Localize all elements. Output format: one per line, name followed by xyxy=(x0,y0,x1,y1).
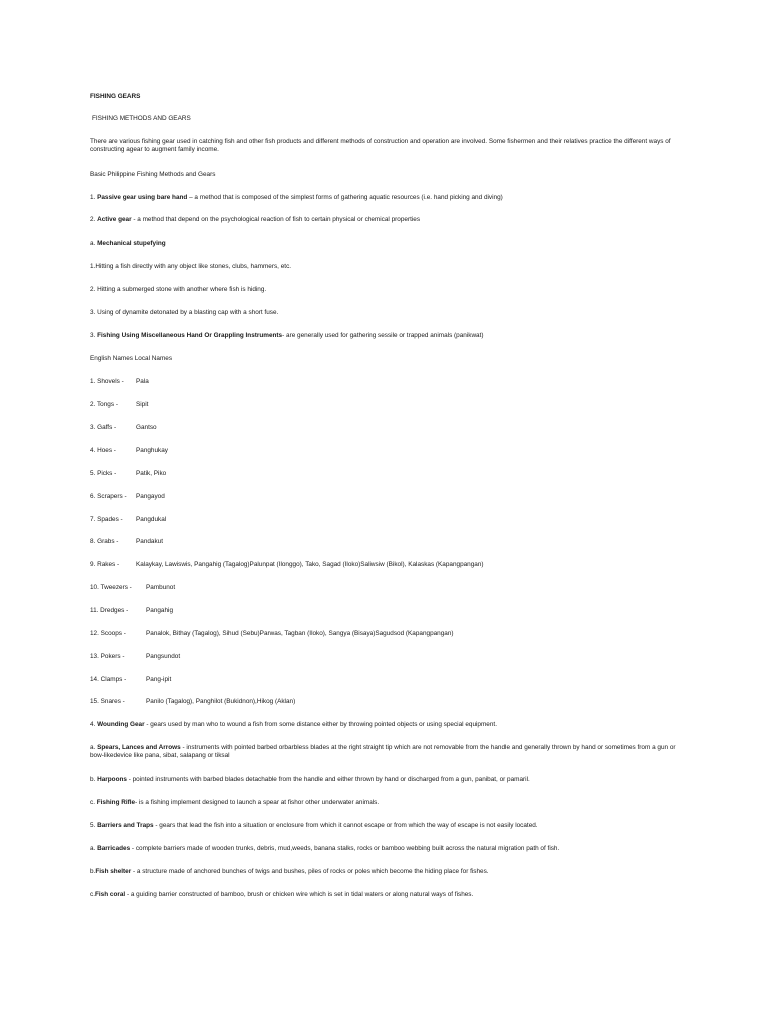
section-1: 1. Passive gear using bare hand – a method that is composed of the simplest forms of gathering aquatic resources (i.e. hand picking and diving) xyxy=(90,194,503,201)
intro-paragraph: There are various fishing gear used in catching fish and other fish products and different methods of construction and operation are involved. Some fishermen and their relatives practice the different ways of constructing agear to augment family income. xyxy=(90,138,671,153)
section-4b: b. Harpoons - pointed instruments with barbed blades detachable from the handle and either thrown by hand or discharged from a gun, panibat, or pamaril. xyxy=(90,776,530,783)
method-1: 1.Hitting a fish directly with any object like stones, clubs, hammers, etc. xyxy=(90,263,292,270)
list-item: 15. Snares - Panilo (Tagalog), Panghilot (Bukidnon),Hikog (Aklan) xyxy=(90,698,296,705)
list-item: 7. Spades - Pangdukal xyxy=(90,516,167,523)
list-item: 10. Tweezers - Pambunot xyxy=(90,584,176,591)
list-item: 8. Grabs - Pandakut xyxy=(90,538,164,545)
doc-subtitle: FISHING METHODS AND GEARS xyxy=(92,115,191,122)
section-5a: a. Barricades - complete barriers made of wooden trunks, debris, mud,weeds, banana stalks, rocks or bamboo webbing built across the natural migration path of fish. xyxy=(90,845,560,852)
section-2a: a. Mechanical stupefying xyxy=(90,240,166,247)
list-item: 13. Pokers - Pangsundot xyxy=(90,653,181,660)
method-3: 3. Using of dynamite detonated by a blasting cap with a short fuse. xyxy=(90,309,279,316)
list-item: 11. Dredges - Pangahig xyxy=(90,607,174,614)
list-item: 3. Gaffs - Gantso xyxy=(90,424,157,431)
names-header: English Names Local Names xyxy=(90,355,173,362)
section-3: 3. Fishing Using Miscellaneous Hand Or Grappling Instruments- are generally used for gathering sessile or trapped animals (panikwat) xyxy=(90,332,484,339)
section-5: 5. Barriers and Traps - gears that lead the fish into a situation or enclosure from which it cannot escape or from which the way of escape is not easily located. xyxy=(90,822,538,829)
list-item: 9. Rakes - Kalaykay, Lawiswis, Pangahig (Tagalog)Palunpat (Ilonggo), Tako, Sagad (Iloko)Saliwsiw (Bikol), Kalaskas (Kapangpangan) xyxy=(90,561,484,568)
list-item: 1. Shovels - Pala xyxy=(90,378,149,385)
doc-title: FISHING GEARS xyxy=(90,93,141,100)
section-4a: a. Spears, Lances and Arrows - instruments with pointed barbed orbarbless blades at the right straight tip which are not removable from the handle and generally thrown by hand or sometimes from a gun or bow-likedevice like pana, sibat, salapang or tiksal xyxy=(90,744,676,759)
list-item: 14. Clamps - Pang-ipit xyxy=(90,676,172,683)
list-item: 5. Picks - Patik, Piko xyxy=(90,470,167,477)
method-2: 2. Hitting a submerged stone with another where fish is hiding. xyxy=(90,286,267,293)
list-item: 2. Tongs - Sipit xyxy=(90,401,149,408)
list-item: 4. Hoes - Panghukay xyxy=(90,447,168,454)
list-item: 12. Scoops - Panalok, Bithay (Tagalog), Sihud (Sebu)Parwas, Tagban (Iloko), Sangya (Bisaya)Sagudsod (Kapangpangan) xyxy=(90,630,454,637)
list-item: 6. Scrapers - Pangayod xyxy=(90,493,165,500)
section-5b: b.Fish shelter - a structure made of anchored bunches of twigs and bushes, piles of rocks or poles which become the hiding place for fishes. xyxy=(90,868,489,875)
section-5c: c.Fish coral - a guiding barrier constructed of bamboo, brush or chicken wire which is set in tidal waters or along natural ways of fishes. xyxy=(90,891,474,898)
section-4: 4. Wounding Gear - gears used by man who to wound a fish from some distance either by throwing pointed objects or using special equipment. xyxy=(90,721,497,728)
basic-heading: Basic Philippine Fishing Methods and Gears xyxy=(90,171,216,178)
section-2: 2. Active gear - a method that depend on the psychological reaction of fish to certain physical or chemical properties xyxy=(90,216,421,223)
section-4c: c. Fishing Rifle- is a fishing implement designed to launch a spear at fishor other underwater animals. xyxy=(90,799,380,806)
